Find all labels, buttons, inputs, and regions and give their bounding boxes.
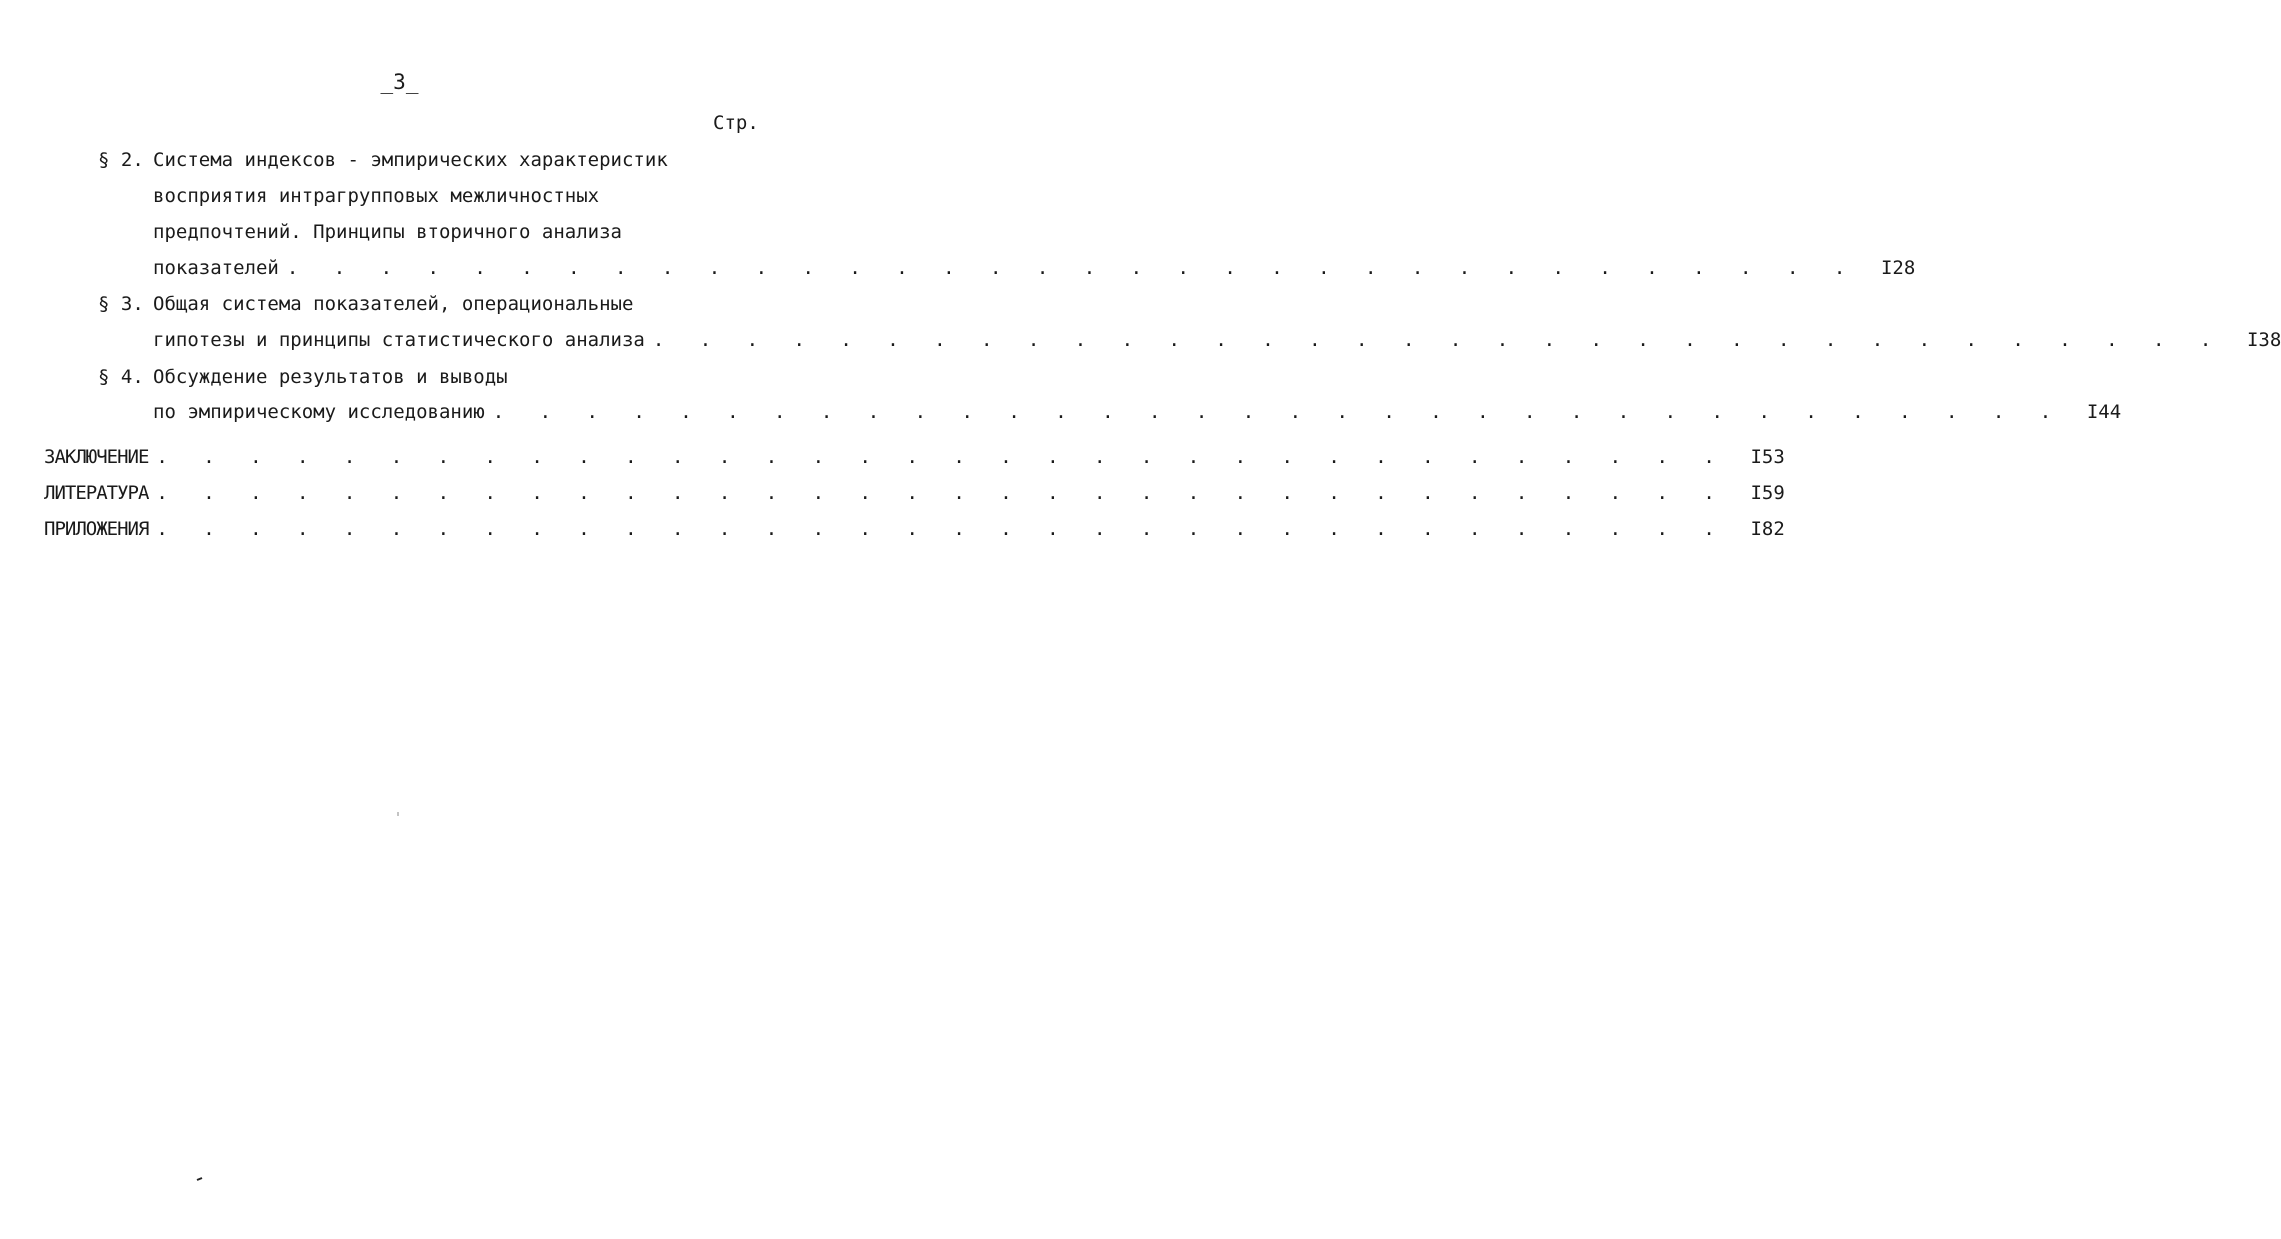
chapter-title: ПРИЛОЖЕНИЯ — [44, 518, 149, 540]
page-ref: I28 — [1880, 257, 1916, 279]
page-ref: I38 — [2246, 329, 2281, 351]
section-title-line: Общая система показателей, операциональные — [153, 293, 634, 315]
dot-leader: . . . . . . . . . . . . . . . . . . . . . . . . . . . . . . . . . . — [492, 401, 2064, 423]
section-number: § 2. — [98, 149, 144, 171]
page-number: _3_ — [380, 70, 419, 94]
section-title-line: предпочтений. Принципы вторичного анализа — [153, 221, 622, 243]
speck — [197, 1178, 202, 1180]
section-number: § 4. — [98, 366, 144, 388]
section-number: § 3. — [98, 293, 144, 315]
scan-artifacts — [0, 0, 799, 1239]
dot-leader: . . . . . . . . . . . . . . . . . . . . . . . . . . . . . . . . . . — [156, 482, 1727, 504]
dot-leader: . . . . . . . . . . . . . . . . . . . . . . . . . . . . . . . . . . — [156, 446, 1727, 468]
section-title-line: по эмпирическому исследованию — [153, 401, 485, 423]
chapter-title: ЗАКЛЮЧЕНИЕ — [44, 446, 149, 468]
page-column-header: Стр. — [713, 112, 759, 134]
section-title-line: Система индексов - эмпирических характеристик — [153, 149, 668, 171]
page-ref: I59 — [1750, 482, 1785, 504]
dot-leader: . . . . . . . . . . . . . . . . . . . . . . . . . . . . . . . . . . — [156, 518, 1727, 540]
chapter-title: ЛИТЕРАТУРА — [44, 482, 149, 504]
section-title-line: восприятия интрагрупповых межличностных — [153, 185, 600, 207]
section-title-line: Обсуждение результатов и выводы — [153, 366, 508, 388]
page-ref: I82 — [1750, 518, 1785, 540]
section-title-line: гипотезы и принципы статистического анализа — [153, 329, 645, 351]
dot-leader: . . . . . . . . . . . . . . . . . . . . . . . . . . . . . . . . . . — [652, 329, 2224, 351]
section-title-line: показателей — [153, 257, 279, 279]
page-ref: I44 — [2086, 401, 2122, 423]
dot-leader: . . . . . . . . . . . . . . . . . . . . . . . . . . . . . . . . . . — [286, 257, 1858, 279]
page-ref: I53 — [1750, 446, 1785, 468]
